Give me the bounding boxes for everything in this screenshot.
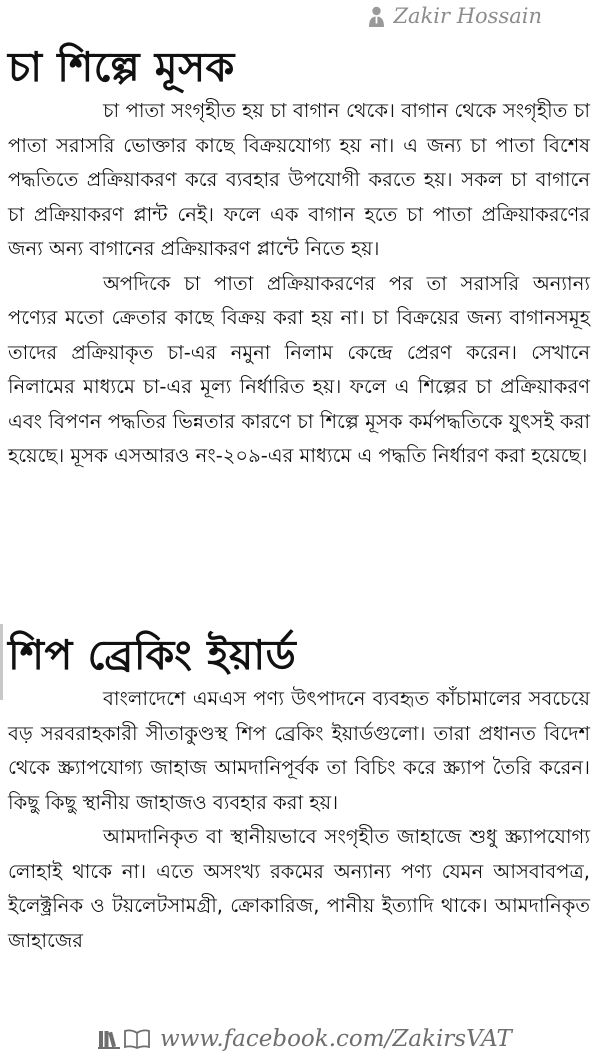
author-name: Zakir Hossain <box>393 4 542 28</box>
open-book-icon <box>124 1029 150 1049</box>
section-divider <box>0 624 3 700</box>
article-title: শিপ ব্রেকিং ইয়ার্ড <box>8 631 297 679</box>
facebook-url-link[interactable]: www.facebook.com/ZakirsVAT <box>160 1026 512 1052</box>
library-icon <box>98 1029 120 1049</box>
article-title: চা শিল্পে মূসক <box>8 43 235 91</box>
article-paragraph: অপদিকে চা পাতা প্রক্রিয়াকরণের পর তা সরাসরি অন্যান্য পণ্যের মতো ক্রেতার কাছে বিক্রয় করা হয় না। চা বিক্রয়ের জন্য বাগানসমূহ তাদের প্রক্রিয়াকৃত চা-এর নমুনা নিলাম কেন্দ্রে প্রেরণ করেন। সেখানে নিলামের মাধ্যমে চা-এর মূল্য নির্ধারিত হয়। ফলে এ শিল্পের চা প্রক্রিয়াকরণ এবং বিপণন পদ্ধতির ভিন্নতার কারণে চা শিল্পে মূসক কর্মপদ্ধতিকে যুৎসই করা হয়েছে। মূসক এসআরও নং-২০৯-এর মাধ্যমে এ পদ্ধতি নির্ধারণ করা হয়েছে। <box>8 271 590 467</box>
article-tea-industry <box>8 40 590 474</box>
person-icon <box>368 6 385 27</box>
article-paragraph: বাংলাদেশে এমএস পণ্য উৎপাদনে ব্যবহৃত কাঁচামালের সবচেয়ে বড় সরবরাহকারী সীতাকুণ্ডস্থ শিপ ব্রেকিং ইয়ার্ডগুলো। তারা প্রধানত বিদেশ থেকে স্ক্র্যাপযোগ্য জাহাজ আমদানিপূর্বক তা বিচিং করে স্ক্র্যাপ তৈরি করেন। কিছু কিছু স্থানীয় জাহাজও ব্যবহার করা হয়। <box>8 687 590 814</box>
article-paragraph: চা পাতা সংগৃহীত হয় চা বাগান থেকে। বাগান থেকে সংগৃহীত চা পাতা সরাসরি ভোক্তার কাছে বিক্রয়যোগ্য হয় না। এ জন্য চা পাতা বিশেষ পদ্ধতিতে প্রক্রিয়াকরণ করে ব্যবহার উপযোগী করতে হয়। সকল চা বাগানে চা প্রক্রিয়াকরণ প্লান্ট নেই। ফলে এক বাগান হতে চা পাতা প্রক্রিয়াকরণের জন্য অন্য বাগানের প্রক্রিয়াকরণ প্লান্টে নিতে হয়। <box>8 99 590 260</box>
author-byline <box>368 4 542 28</box>
footer <box>98 1026 512 1052</box>
article-paragraph: আমদানিকৃত বা স্থানীয়ভাবে সংগৃহীত জাহাজে শুধু স্ক্র্যাপযোগ্য লোহাই থাকে না। এতে অসংখ্য রকমের অন্যান্য পণ্য যেমন আসবাবপত্র, ইলেক্ট্রনিক ও টয়লেটসামগ্রী, ক্রোকারিজ, পানীয় ইত্যাদি থাকে। আমদানিকৃত জাহাজের <box>8 825 590 952</box>
article-ship-breaking <box>8 628 590 958</box>
